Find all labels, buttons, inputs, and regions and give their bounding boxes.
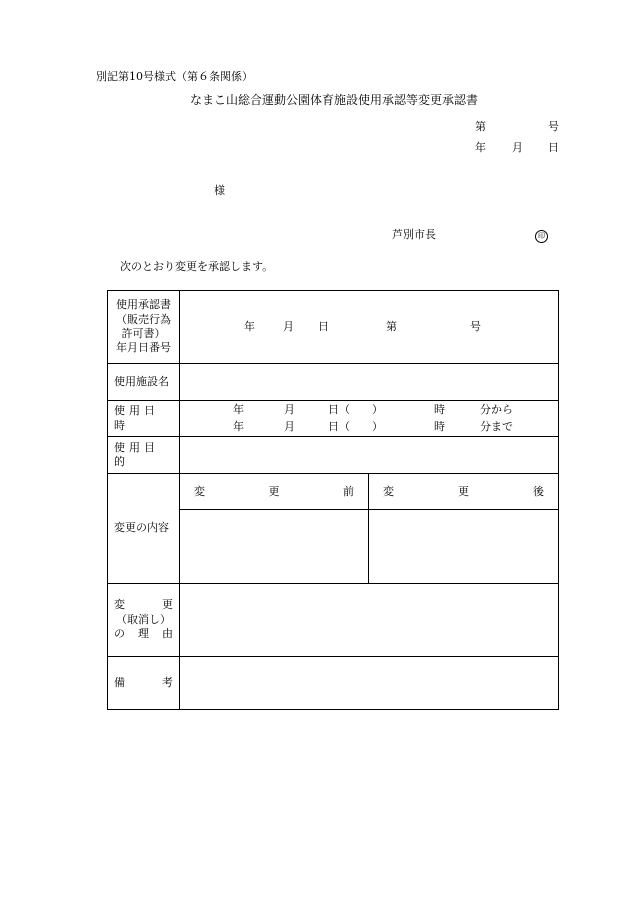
reason-char-1: 変	[114, 598, 125, 612]
after-char-2: 更	[458, 484, 469, 498]
label-datetime	[108, 401, 180, 437]
datetime-field[interactable]	[180, 401, 559, 437]
issuer-name: 芦別市長	[392, 228, 436, 241]
reason-char-5: 由	[162, 626, 173, 640]
dt1-minute: 分から	[480, 403, 513, 417]
label-change-content: 変更の内容	[108, 474, 180, 583]
label-purpose	[108, 437, 180, 474]
dt1-month: 月	[284, 403, 295, 417]
approval-form-table	[107, 290, 559, 710]
dt2-month: 月	[284, 420, 295, 434]
label-approval-line2: （販売行為	[116, 312, 171, 326]
seal-icon: 印	[535, 230, 548, 243]
label-datetime-text: 使用日時	[114, 404, 159, 432]
change-after-header	[369, 474, 559, 510]
dt1-hour: 時	[434, 403, 445, 417]
after-char-1: 変	[383, 484, 394, 498]
approval-month: 月	[283, 320, 294, 333]
facility-field[interactable]	[180, 364, 559, 401]
row-remarks	[108, 656, 559, 709]
row-purpose	[108, 437, 559, 474]
reason-char-3: の	[114, 626, 125, 640]
date-day: 日	[548, 141, 559, 154]
dt2-year: 年	[233, 420, 244, 434]
reason-char-4: 理	[138, 626, 149, 640]
approval-info-field[interactable]	[180, 291, 559, 364]
form-number: 別記第10号様式（第６条関係）	[96, 70, 253, 83]
approval-dai: 第	[386, 320, 397, 333]
page-title: なまこ山総合運動公園体育施設使用承認等変更承認書	[190, 93, 479, 107]
dt1-day: 日（	[328, 403, 350, 417]
addressee-sama: 様	[214, 184, 225, 197]
date-year: 年	[475, 141, 486, 154]
approval-year: 年	[244, 320, 255, 333]
label-approval-line3: 許可書）	[121, 327, 166, 341]
remarks-char-1: 備	[114, 675, 125, 689]
reason-char-2: 更	[162, 598, 173, 612]
reason-field[interactable]	[180, 583, 559, 656]
row-facility	[108, 364, 559, 401]
row-datetime	[108, 401, 559, 437]
label-purpose-text: 使用目的	[114, 441, 159, 469]
label-approval-info	[108, 291, 180, 364]
change-after-field[interactable]	[369, 510, 559, 583]
row-approval-info	[108, 291, 559, 364]
doc-number-gou: 号	[548, 120, 559, 133]
change-before-header	[180, 474, 369, 510]
label-approval-line4: 年月日番号	[116, 341, 171, 355]
seal-mark	[535, 228, 548, 243]
dt2-hour: 時	[434, 420, 445, 434]
dt1-year: 年	[233, 403, 244, 417]
remarks-char-2: 考	[162, 675, 173, 689]
dt2-close: ）	[372, 420, 383, 434]
before-char-2: 更	[268, 484, 280, 498]
remarks-field[interactable]	[180, 656, 559, 709]
label-remarks	[108, 656, 180, 709]
change-before-field[interactable]	[180, 510, 369, 583]
label-facility: 使用施設名	[108, 364, 180, 401]
approval-day: 日	[318, 320, 329, 333]
doc-number-dai: 第	[475, 120, 486, 133]
after-char-3: 後	[533, 484, 544, 498]
label-reason	[108, 583, 180, 656]
reason-line2: （取消し）	[116, 612, 171, 626]
approval-gou: 号	[470, 320, 481, 333]
dt1-close: ）	[372, 403, 383, 417]
dt2-day: 日（	[328, 420, 350, 434]
row-reason	[108, 583, 559, 656]
before-char-1: 変	[194, 484, 205, 498]
dt2-minute: 分まで	[480, 420, 513, 434]
intro-text: 次のとおり変更を承認します。	[120, 260, 274, 273]
row-change-header	[108, 474, 559, 510]
date-month: 月	[512, 141, 523, 154]
purpose-field[interactable]	[180, 437, 559, 474]
before-char-3: 前	[343, 484, 354, 498]
label-approval-line1: 使用承認書	[116, 298, 171, 312]
